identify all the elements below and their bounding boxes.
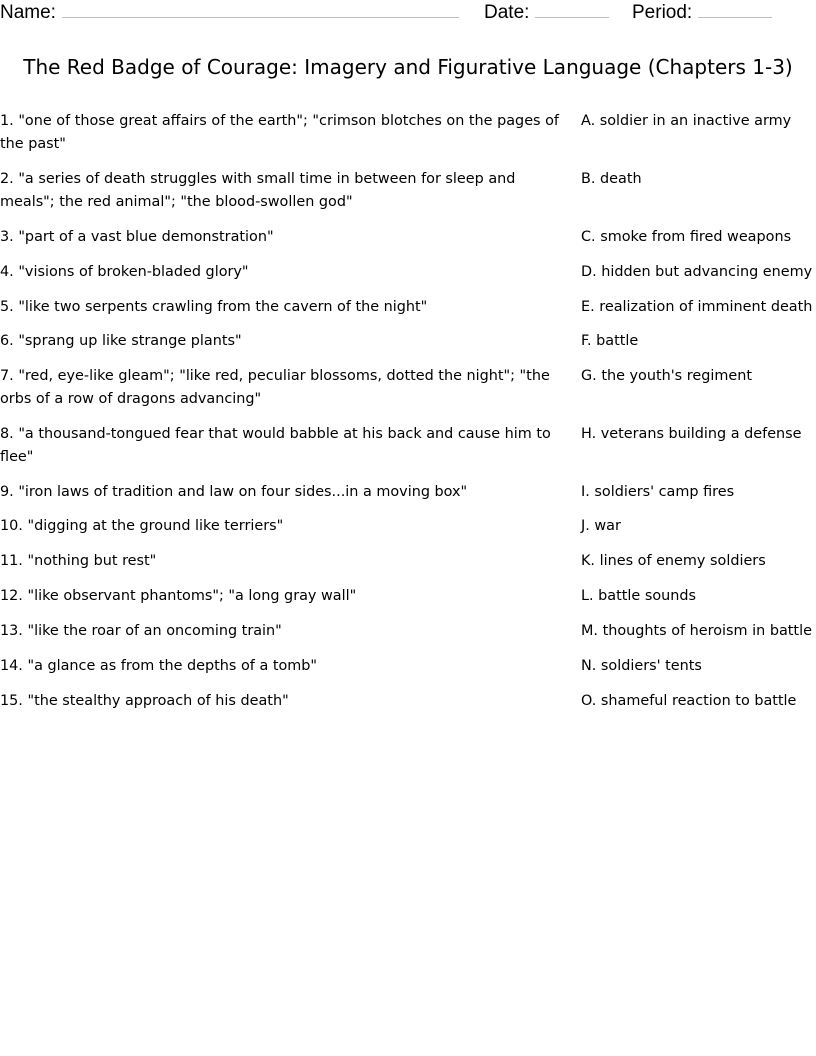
answer-choice — [581, 690, 796, 713]
question-number: 4. — [0, 264, 14, 280]
question-number: 7. — [0, 368, 14, 384]
question-number: 14. — [0, 658, 23, 674]
question-text: "one of those great affairs of the earth"; "crimson blotches on the pages of the past" — [0, 113, 559, 152]
answer-choice — [581, 330, 638, 353]
question-item — [0, 585, 560, 608]
date-field[interactable] — [484, 0, 609, 24]
question-text: "sprang up like strange plants" — [18, 333, 242, 349]
answer-choice — [581, 481, 734, 504]
question-text: "digging at the ground like terriers" — [27, 518, 284, 534]
answer-choice — [581, 585, 696, 608]
question-text: "the stealthy approach of his death" — [27, 693, 289, 709]
question-item — [0, 365, 560, 411]
name-label: Name: — [0, 2, 56, 23]
answer-letter: O. — [581, 693, 597, 709]
question-text: "like observant phantoms"; "a long gray wall" — [27, 588, 357, 604]
question-text: "like the roar of an oncoming train" — [27, 623, 282, 639]
answer-text: lines of enemy soldiers — [599, 553, 766, 569]
answer-text: hidden but advancing enemy — [601, 264, 813, 280]
worksheet-title: The Red Badge of Courage: Imagery and Figurative Language (Chapters 1-3) — [23, 55, 793, 79]
answer-letter: I. — [581, 484, 590, 500]
question-number: 13. — [0, 623, 23, 639]
answer-text: veterans building a defense — [600, 426, 802, 442]
answer-choice — [581, 296, 812, 319]
question-item — [0, 261, 560, 284]
question-number: 8. — [0, 426, 14, 442]
question-text: "a series of death struggles with small time in between for sleep and meals"; the red animal"; "the blood-swollen god" — [0, 171, 516, 210]
name-blank-line[interactable] — [62, 0, 459, 18]
question-number: 2. — [0, 171, 14, 187]
answer-text: battle — [596, 333, 639, 349]
question-text: "red, eye-like gleam"; "like red, peculiar blossoms, dotted the night"; "the orbs of a row of dragons advancing" — [0, 368, 550, 407]
period-field[interactable] — [632, 0, 772, 24]
date-blank-line[interactable] — [535, 0, 609, 18]
question-item — [0, 620, 560, 643]
student-info-header — [0, 0, 816, 24]
question-number: 10. — [0, 518, 23, 534]
answer-letter: E. — [581, 299, 595, 315]
answer-text: shameful reaction to battle — [600, 693, 797, 709]
question-text: "visions of broken-bladed glory" — [18, 264, 249, 280]
answer-text: war — [594, 518, 621, 534]
question-item — [0, 550, 560, 573]
question-item — [0, 330, 560, 353]
answer-letter: J. — [581, 518, 590, 534]
answer-choice — [581, 515, 621, 538]
answer-letter: L. — [581, 588, 594, 604]
answer-text: battle sounds — [598, 588, 697, 604]
question-text: "nothing but rest" — [27, 553, 157, 569]
answer-choice — [581, 110, 791, 133]
question-text: "a glance as from the depths of a tomb" — [27, 658, 318, 674]
period-blank-line[interactable] — [698, 0, 772, 18]
answer-letter: H. — [581, 426, 597, 442]
question-item — [0, 296, 560, 319]
answer-letter: C. — [581, 229, 596, 245]
answer-choice — [581, 261, 812, 284]
period-label: Period: — [632, 2, 693, 23]
question-number: 9. — [0, 484, 14, 500]
answer-text: death — [600, 171, 642, 187]
question-number: 5. — [0, 299, 14, 315]
question-text: "like two serpents crawling from the cavern of the night" — [18, 299, 428, 315]
answer-letter: D. — [581, 264, 597, 280]
question-item — [0, 110, 560, 156]
question-number: 1. — [0, 113, 14, 129]
question-number: 6. — [0, 333, 14, 349]
question-item — [0, 655, 560, 678]
answer-letter: K. — [581, 553, 596, 569]
answer-letter: M. — [581, 623, 598, 639]
answer-letter: A. — [581, 113, 596, 129]
question-item — [0, 423, 560, 469]
answer-choice — [581, 655, 702, 678]
answer-text: thoughts of heroism in battle — [602, 623, 812, 639]
answer-text: soldiers' tents — [600, 658, 702, 674]
question-number: 11. — [0, 553, 23, 569]
answer-choice — [581, 226, 791, 249]
question-item — [0, 168, 560, 214]
question-text: "iron laws of tradition and law on four sides...in a moving box" — [18, 484, 468, 500]
answer-letter: N. — [581, 658, 597, 674]
answer-choice — [581, 168, 642, 191]
answer-text: the youth's regiment — [601, 368, 752, 384]
question-number: 3. — [0, 229, 14, 245]
answer-text: soldier in an inactive army — [599, 113, 792, 129]
answer-letter: F. — [581, 333, 592, 349]
question-number: 15. — [0, 693, 23, 709]
answer-choice — [581, 620, 812, 643]
question-number: 12. — [0, 588, 23, 604]
answer-text: realization of imminent death — [599, 299, 813, 315]
question-item — [0, 481, 560, 504]
question-text: "part of a vast blue demonstration" — [18, 229, 274, 245]
answer-letter: G. — [581, 368, 597, 384]
answer-letter: B. — [581, 171, 596, 187]
answer-text: smoke from fired weapons — [600, 229, 792, 245]
question-text: "a thousand-tongued fear that would babble at his back and cause him to flee" — [0, 426, 551, 465]
answer-choice — [581, 550, 766, 573]
answer-choice — [581, 365, 752, 388]
date-label: Date: — [484, 2, 530, 23]
name-field[interactable] — [0, 0, 459, 24]
question-item — [0, 226, 560, 249]
answer-text: soldiers' camp fires — [594, 484, 735, 500]
question-item — [0, 515, 560, 538]
question-item — [0, 690, 560, 713]
answer-choice — [581, 423, 802, 446]
